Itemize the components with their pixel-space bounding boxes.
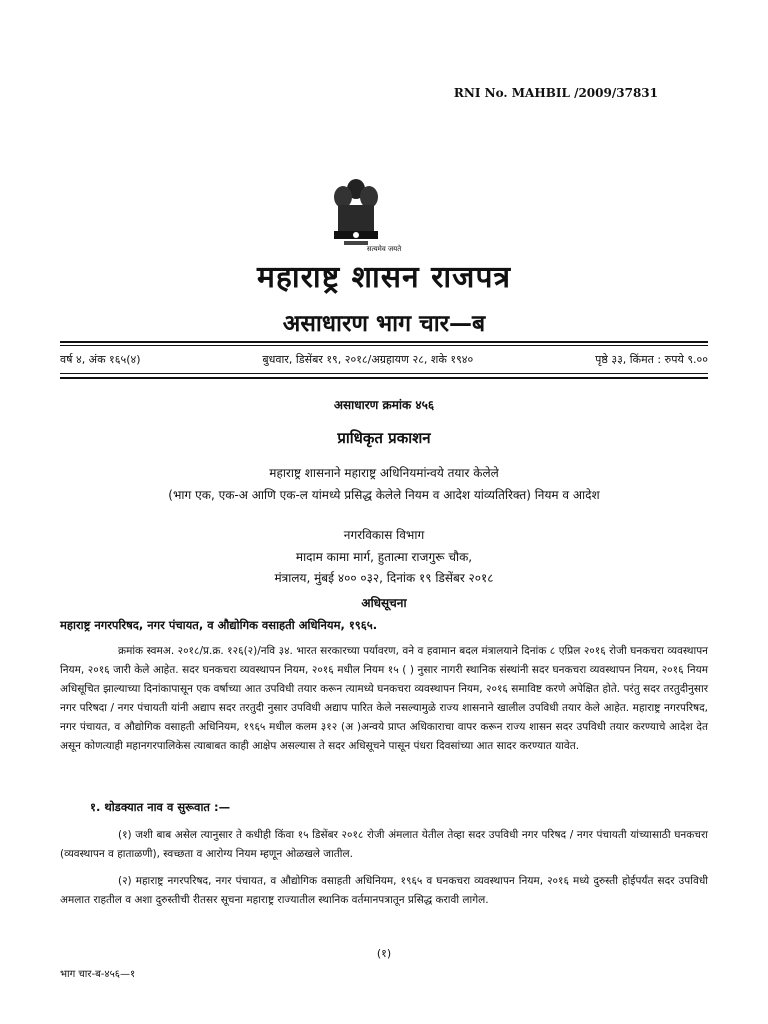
section-1-heading: १. थोडक्यात नाव व सुरूवात :— (90, 800, 231, 814)
top-divider-thin (60, 345, 708, 346)
body-paragraph: क्रमांक स्वमअ. २०१८/प्र.क्र. १२६(२)/नवि ३४. भारत सरकारच्या पर्यावरण, वने व हवामान बदल मंत्रालयाने दिनांक ८ एप्रिल २०१६ रोजी घनकचरा व्यवस्थापन नियम, २०१६ जारी केले आहेत. सदर घनकचरा व्यवस्थापन नियम, २०१६ मधील नियम १५ ( ) नुसार नागरी स्थानिक संस्थांनी सदर घनकचरा व्यवस्थापन नियम, २०१६ नियम अधिसूचित झाल्याच्या दिनांकापासून एक वर्षाच्या आत उपविधी तयार करून त्यामध्ये घनकचरा व्यवस्थापन नियम, २०१६ समाविष्ट करणे अपेक्षित होते. परंतु सदर तरतुदीनुसार नगर परिषदा / नगर पंचायती यांनी अद्याप सदर तरतुदी नुसार उपविधी अद्याप पारित केले नसल्यामुळे राज्य शासनाने खालील उपविधी तयार केले आहेत. महाराष्ट्र नगरपरिषद, नगर पंचायत, व औद्योगिक वसाहती अधिनियम, १९६५ मधील कलम ३१२ (अ )अन्वये प्राप्त अधिकाराचा वापर करून राज्य शासन सदर उपविधी तयार करण्याचे आदेश देत असून कोणत्याही महानगरपालिकेस त्याबाबत काही आक्षेप असल्यास ते सदर अधिसूचने पासून पंधरा दिवसांच्या आत सादर करण्यात यावेत. (60, 645, 708, 752)
notification-heading: अधिसूचना (361, 596, 407, 610)
authorized-publication: प्राधिकृत प्रकाशन (337, 429, 431, 447)
intro-line-1: महाराष्ट्र शासनाने महाराष्ट्र अधिनियमांन्वये तयार केलेले (269, 466, 499, 480)
gazette-subtitle: असाधारण भाग चार—ब (282, 311, 486, 337)
gazette-title: महाराष्ट्र शासन राजपत्र (256, 260, 512, 295)
act-title: महाराष्ट्र नगरपरिषद, नगर पंचायत, व औद्योगिक वसाहती अधिनियम, १९६५. (60, 618, 378, 632)
bottom-divider (60, 377, 708, 379)
issue-bar (60, 352, 708, 367)
address-line-1: मादाम कामा मार्ग, हुतात्मा राजगुरू चौक, (295, 550, 473, 564)
footer-code: भाग चार-ब-४५६—१ (60, 969, 136, 980)
issue-volume: वर्ष ४, अंक १६५(४) (60, 353, 141, 366)
issue-date: बुधवार, डिसेंबर १९, २०१८/अग्रहायण २८, शके १९४० (262, 353, 474, 366)
intro-line-2: (भाग एक, एक-अ आणि एक-ल यांमध्ये प्रसिद्ध केलेले नियम व आदेश यांव्यतिरिक्त) नियम व आदेश (168, 488, 600, 502)
extraordinary-number: असाधारण क्रमांक ४५६ (333, 398, 435, 412)
bottom-divider-thin (60, 373, 708, 374)
clause-1: (१) जशी बाब असेल त्यानुसार ते कधीही किंवा १५ डिसेंबर २०१८ रोजी अंमलात येतील तेव्हा सदर उपविधी नगर परिषद / नगर पंचायती यांच्यासाठी घनकचरा (व्यवस्थापन व हाताळणी), स्वच्छता व आरोग्य नियम म्हणून ओळखले जातील. (60, 829, 708, 860)
emblem-motto: सत्यमेव जयते (366, 245, 402, 253)
rni-number: RNI No. MAHBIL /2009/37831 (453, 86, 658, 100)
top-divider (60, 341, 708, 343)
address-line-2: मंत्रालय, मुंबई ४०० ०३२, दिनांक १९ डिसेंबर २०१८ (274, 571, 494, 585)
clause-2: (२) महाराष्ट्र नगरपरिषद, नगर पंचायत, व औद्योगिक वसाहती अधिनियम, १९६५ व घनकचरा व्यवस्थापन नियम, २०१६ मध्ये दुरुस्ती होईपर्यंत सदर उपविधी अमलात राहतील व अशा दुरुस्तीची रीतसर सूचना महाराष्ट्र राज्यातील स्थानिक वर्तमानपत्रातून प्रसिद्ध करावी लागेल. (60, 875, 708, 906)
issue-price: पृष्ठे ३३, किंमत : रुपये ९.०० (595, 353, 708, 366)
page-number: (१) (376, 947, 392, 960)
department-name: नगरविकास विभाग (343, 528, 425, 542)
